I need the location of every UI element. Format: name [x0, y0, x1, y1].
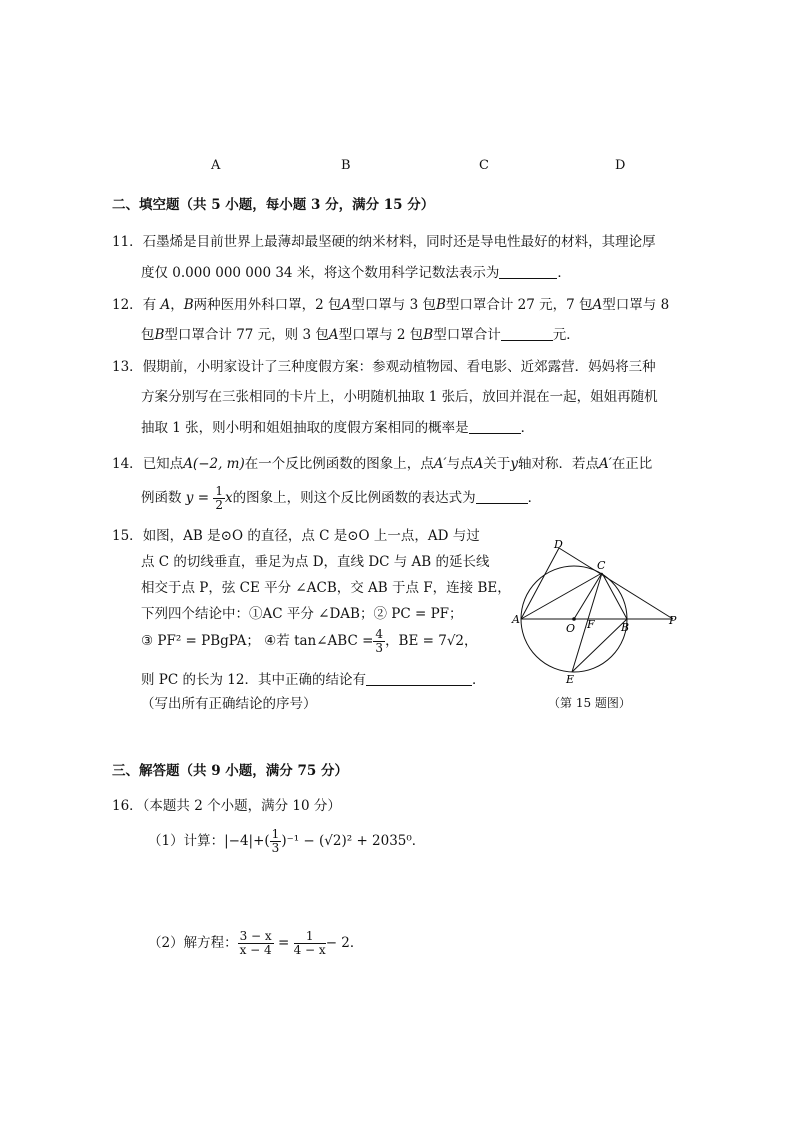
label-c: C	[597, 559, 606, 572]
line-dp	[559, 548, 673, 619]
question-11-text-1: 石墨烯是目前世界上最薄却最坚硬的纳米材料，同时还是导电性最好的材料，其理论厚	[142, 234, 656, 250]
question-15-line-5	[141, 628, 478, 655]
question-15-line-7	[141, 692, 317, 712]
q12-text: 两种医用外科口罩，2 包	[193, 297, 342, 313]
q14-end: ．	[527, 490, 542, 506]
q14-text: 在正比	[611, 456, 653, 472]
q15-text-7: （写出所有正确结论的序号）	[141, 696, 317, 712]
question-14-line-2	[141, 485, 541, 512]
q14-text: 已知点	[142, 456, 184, 472]
q16-p1-text: )⁻¹ − (√2)² + 2035⁰．	[281, 833, 426, 849]
q12-text: 包	[141, 327, 155, 343]
q12-text: 元．	[552, 327, 580, 343]
fraction-left	[238, 930, 274, 957]
fraction-right	[294, 930, 326, 957]
q12-text: 型口罩合计	[433, 327, 501, 343]
var-x: x	[224, 490, 233, 506]
frac-den: 4 − x	[293, 943, 326, 957]
q14-text: 关于	[483, 456, 511, 472]
equals-sign: =	[277, 935, 290, 951]
q15-text-1: 如图，AB 是⊙O 的直径，点 C 是⊙O 上一点，AD 与过	[142, 528, 480, 544]
question-13-text-3: 抽取 1 张，则小明和姐姐抽取的度假方案相同的概率是	[141, 420, 469, 436]
point-a-coord: A(−2, m)	[183, 456, 245, 472]
point-a-prime: A′	[598, 456, 612, 472]
question-13-text-2: 方案分别写在三张相同的卡片上，小明随机抽取 1 张后，放回并混在一起，姐姐再随机	[141, 389, 658, 405]
label-f: F	[587, 618, 595, 631]
question-14-number: 14．	[112, 456, 143, 472]
question-16-part-1	[148, 828, 425, 855]
frac-num: 3 − x	[239, 929, 272, 943]
question-11-end: ．	[557, 265, 571, 281]
var-a: A	[328, 327, 339, 343]
question-13-number: 13．	[112, 359, 143, 375]
question-13-line-1	[112, 355, 656, 375]
option-a-label: A	[211, 158, 221, 173]
q16-p2-text: （2）解方程：	[148, 935, 238, 951]
label-d: D	[554, 538, 563, 551]
question-13-line-2	[141, 385, 658, 405]
q15-text-5a: ③ PF² = PBgPA； ④若 tan∠ABC =	[141, 633, 374, 649]
q12-text: 型口罩与 8	[602, 297, 670, 313]
q15-text-2: 点 C 的切线垂直，垂足为点 D，直线 DC 与 AB 的延长线	[141, 554, 490, 570]
frac-den: 3	[375, 641, 384, 655]
q12-text: 有	[142, 297, 161, 313]
label-p: P	[669, 614, 677, 627]
label-a: A	[512, 613, 520, 626]
frac-num: 1	[271, 827, 280, 841]
question-12-answer-blank[interactable]	[501, 327, 553, 341]
var-y: y	[510, 456, 518, 472]
question-11-line-1	[112, 230, 656, 250]
circle-geometry-figure	[508, 536, 684, 684]
question-14-answer-blank[interactable]	[476, 490, 528, 504]
question-12-line-1	[112, 293, 669, 313]
q12-text: 型口罩合计 77 元，则 3 包	[164, 327, 329, 343]
question-15-line-3	[141, 576, 511, 596]
figure-caption: （第 15 题图）	[548, 696, 631, 710]
question-15-answer-blank[interactable]	[366, 672, 472, 686]
question-12-line-2	[141, 323, 580, 343]
segment-cb	[602, 573, 627, 619]
q12-text: 型口罩与 3 包	[351, 297, 436, 313]
question-16-part-2	[148, 930, 363, 957]
q16-p2-text: − 2．	[325, 935, 364, 951]
frac-den: 3	[271, 841, 280, 855]
label-e: E	[566, 673, 575, 684]
question-11-number: 11．	[112, 234, 143, 250]
q15-end: ．	[471, 672, 486, 688]
option-c-label: C	[479, 158, 489, 173]
q12-text: ，	[170, 297, 184, 313]
question-15-line-1	[112, 524, 480, 544]
question-13-line-3	[141, 416, 534, 436]
question-12-number: 12．	[112, 297, 143, 313]
frac-den: 2	[215, 498, 223, 512]
var-b: B	[183, 297, 194, 313]
equation-y: y =	[185, 490, 210, 506]
q15-text-6: 则 PC 的长为 12．其中正确的结论有	[141, 672, 366, 688]
q16-p1-text: （1）计算：|−4|+(	[148, 833, 270, 849]
q15-text-4: 下列四个结论中：①AC 平分 ∠DAB；② PC = PF；	[141, 606, 463, 622]
question-15-line-4	[141, 602, 463, 622]
option-b-label: B	[341, 158, 351, 173]
var-b: B	[423, 327, 434, 343]
q14-text: 在一个反比例函数的图象上，点	[244, 456, 434, 472]
section-3-title: 三、解答题（共 9 小题，满分 75 分）	[112, 763, 348, 779]
frac-num: 4	[375, 627, 384, 641]
frac-den: x − 4	[239, 943, 272, 957]
frac-num: 1	[215, 484, 223, 498]
frac-num: 1	[294, 930, 326, 944]
q14-text: 轴对称．若点	[517, 456, 599, 472]
question-15-number: 15．	[112, 528, 143, 544]
section-2-title: 二、填空题（共 5 小题，每小题 3 分，满分 15 分）	[112, 197, 435, 213]
q14-text: 与点	[446, 456, 474, 472]
q14-text: 的图象上，则这个反比例函数的表达式为	[232, 490, 476, 506]
var-b: B	[435, 297, 446, 313]
var-a: A	[160, 297, 171, 313]
question-13-text-1: 假期前，小明家设计了三种度假方案：参观动植物园、看电影、近郊露营．妈妈将三种	[142, 359, 656, 375]
fraction-one-third	[270, 828, 282, 855]
question-13-end: ．	[520, 420, 535, 436]
q15-text-3: 相交于点 P，弦 CE 平分 ∠ACB，交 AB 于点 F，连接 BE，	[141, 580, 511, 596]
question-15-line-6	[141, 668, 485, 688]
question-14-line-1	[112, 452, 652, 472]
question-15-line-2	[141, 550, 490, 570]
var-a: A	[592, 297, 603, 313]
q12-text: 型口罩与 2 包	[338, 327, 424, 343]
question-13-answer-blank[interactable]	[469, 420, 521, 434]
label-b: B	[621, 621, 630, 634]
var-a: A	[473, 456, 484, 472]
q15-text-5b: ，BE = 7√2，	[385, 633, 478, 649]
option-d-label: D	[615, 158, 626, 173]
question-11-text-2: 度仅 0.000 000 000 34 米，将这个数用科学记数法表示为	[141, 265, 500, 281]
q12-text: 型口罩合计 27 元，7 包	[445, 297, 593, 313]
segment-co	[574, 573, 602, 619]
question-16-header: 16．（本题共 2 个小题，满分 10 分）	[112, 798, 341, 814]
fraction-one-half	[213, 485, 225, 512]
var-a: A	[341, 297, 352, 313]
question-11-answer-blank[interactable]	[499, 265, 557, 279]
point-a-prime: A′	[433, 456, 447, 472]
center-point-o	[572, 617, 576, 621]
fraction-four-thirds	[373, 628, 385, 655]
var-b: B	[154, 327, 165, 343]
q14-text: 例函数	[141, 490, 182, 506]
question-11-line-2	[141, 261, 571, 281]
label-o: O	[566, 622, 576, 635]
